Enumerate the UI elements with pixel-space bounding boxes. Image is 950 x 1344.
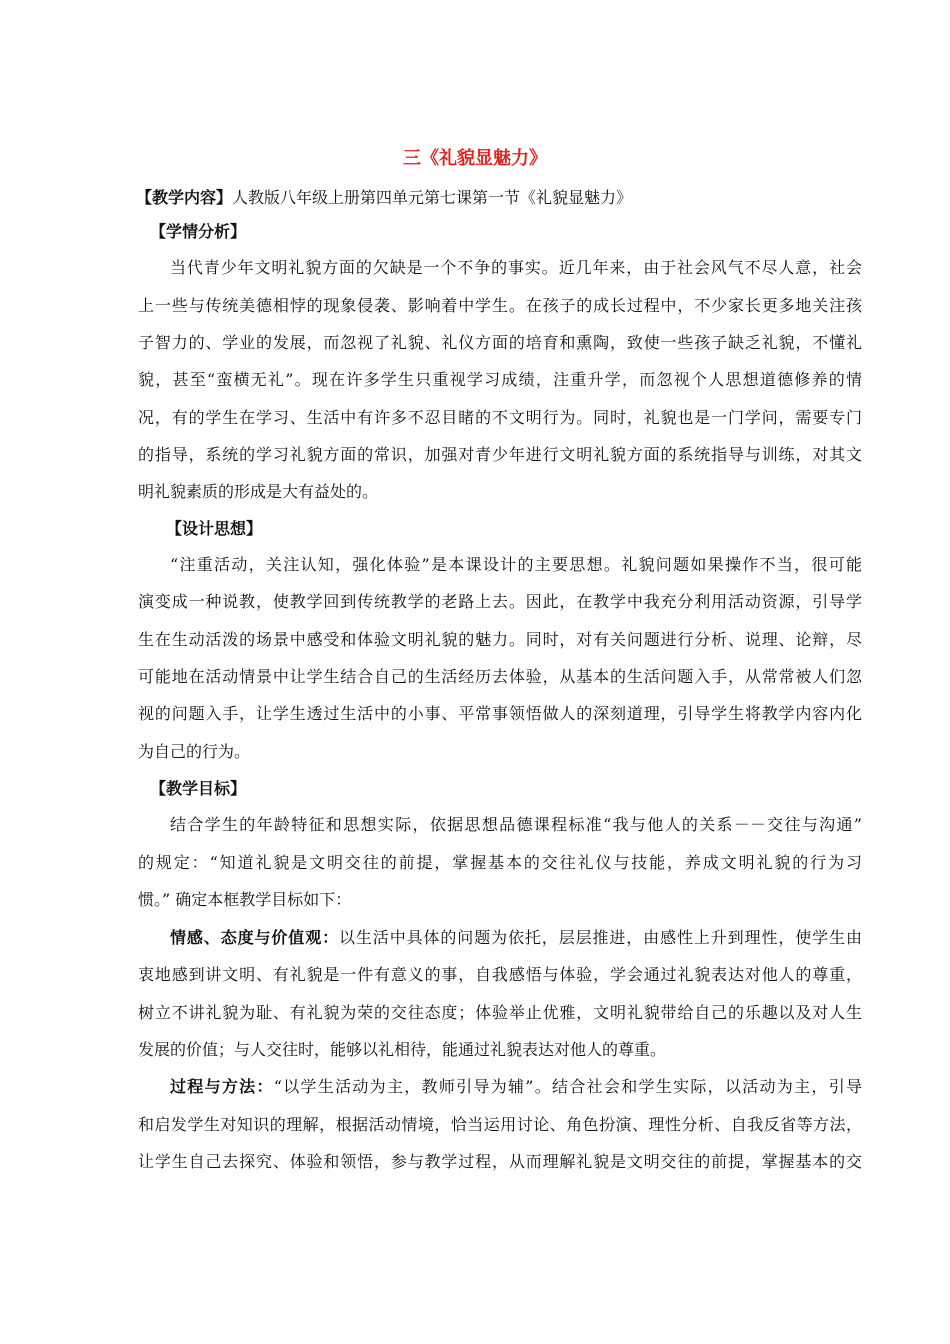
design-line: 生在生动活泼的场景中感受和体验文明礼貌的魅力。同时，对有关问题进行分析、说理、论辩，尽 bbox=[138, 630, 862, 649]
analysis-line: 当代青少年文明礼貌方面的欠缺是一个不争的事实。近几年来，由于社会风气不尽人意，社会 bbox=[170, 258, 862, 277]
analysis-line: 明礼貌素质的形成是大有益处的。 bbox=[138, 482, 379, 501]
teaching-content-text: 人教版八年级上册第四单元第七课第一节《礼貌显魅力》 bbox=[232, 188, 633, 207]
goals-line: 结合学生的年龄特征和思想实际，依据思想品德课程标准“我与他人的关系－－交往与沟通” bbox=[170, 815, 862, 834]
emotion-goal-line: 发展的价值；与人交往时，能够以礼相待，能通过礼貌表达对他人的尊重。 bbox=[138, 1040, 667, 1059]
process-goal-line: 让学生自己去探究、体验和领悟，参与教学过程，从而理解礼貌是文明交往的前提，掌握基本的交 bbox=[138, 1152, 862, 1171]
design-line: “注重活动，关注认知，强化体验”是本课设计的主要思想。礼貌问题如果操作不当，很可能 bbox=[170, 555, 862, 574]
process-goal-text: “以学生活动为主，教师引导为辅”。结合社会和学生实际，以活动为主，引导 bbox=[273, 1077, 862, 1096]
emotion-goal-text: 以生活中具体的问题为依托，层层推进，由感性上升到理性，使学生由 bbox=[339, 928, 862, 947]
emotion-goal-line: 衷地感到讲文明、有礼貌是一件有意义的事，自我感悟与体验，学会通过礼貌表达对他人的尊重， bbox=[138, 965, 862, 984]
emotion-goal-line bbox=[170, 926, 862, 950]
process-goal-line bbox=[170, 1075, 862, 1099]
design-line: 可能地在活动情景中让学生结合自己的生活经历去体验，从基本的生活问题入手，从常常被人们忽 bbox=[138, 667, 862, 686]
process-goal-line: 和启发学生对知识的理解，根据活动情境，恰当运用讨论、角色扮演、理性分析、自我反省等方法， bbox=[138, 1115, 862, 1134]
emotion-goal-label: 情感、态度与价值观： bbox=[170, 928, 339, 947]
design-heading: 【设计思想】 bbox=[166, 519, 263, 538]
analysis-line: 况，有的学生在学习、生活中有许多不忍目睹的不文明行为。同时，礼貌也是一门学问，需要专门 bbox=[138, 408, 862, 427]
emotion-goal-line: 树立不讲礼貌为耻、有礼貌为荣的交往态度；体验举止优雅，文明礼貌带给自己的乐趣以及对人生 bbox=[138, 1003, 862, 1022]
process-goal-label: 过程与方法： bbox=[170, 1077, 274, 1096]
analysis-line: 貌，甚至“蛮横无礼”。现在许多学生只重视学习成绩，注重升学，而忽视个人思想道德修养的情 bbox=[138, 370, 862, 389]
goals-line: 的规定：“知道礼貌是文明交往的前提，掌握基本的交往礼仪与技能，养成文明礼貌的行为习 bbox=[138, 853, 862, 872]
design-line: 演变成一种说教，使教学回到传统教学的老路上去。因此，在教学中我充分利用活动资源，引导学 bbox=[138, 592, 862, 611]
analysis-line: 上一些与传统美德相悖的现象侵袭、影响着中学生。在孩子的成长过程中，不少家长更多地关注孩 bbox=[138, 296, 862, 315]
analysis-line: 的指导，系统的学习礼貌方面的常识，加强对青少年进行文明礼貌方面的系统指导与训练，对其文 bbox=[138, 445, 862, 464]
analysis-heading: 【学情分析】 bbox=[150, 222, 247, 241]
teaching-content-label: 【教学内容】 bbox=[136, 188, 233, 207]
teaching-content-line bbox=[136, 186, 860, 210]
goals-heading: 【教学目标】 bbox=[150, 779, 247, 798]
design-line: 视的问题入手，让学生透过生活中的小事、平常事领悟做人的深刻道理，引导学生将教学内容内化 bbox=[138, 704, 862, 723]
design-line: 为自己的行为。 bbox=[138, 742, 251, 761]
goals-line: 惯。” 确定本框教学目标如下： bbox=[138, 890, 352, 909]
analysis-line: 子智力的、学业的发展，而忽视了礼貌、礼仪方面的培育和熏陶，致使一些孩子缺乏礼貌，不懂礼 bbox=[138, 333, 862, 352]
page-title: 三《礼貌显魅力》 bbox=[403, 148, 547, 169]
